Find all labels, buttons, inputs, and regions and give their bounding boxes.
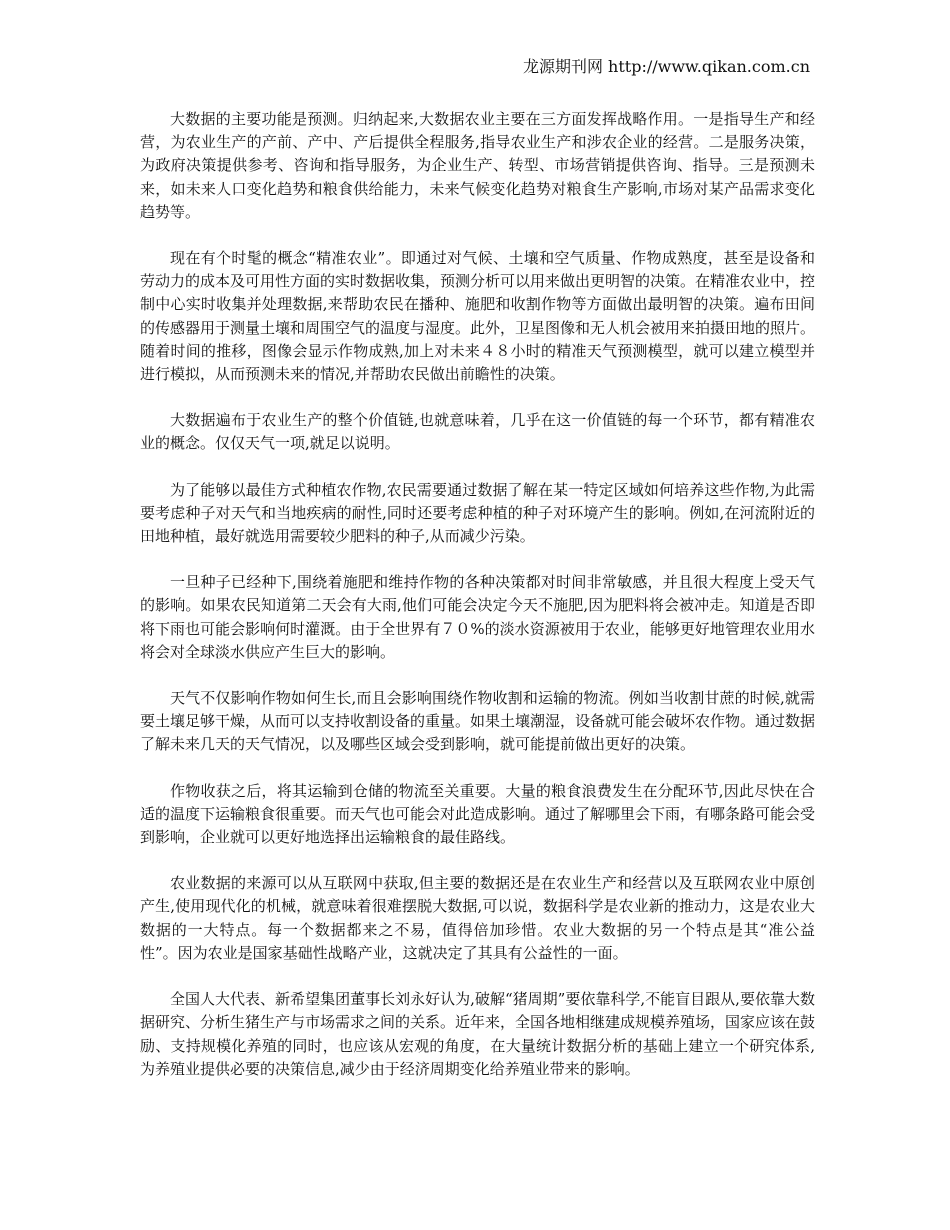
article-body: [140, 108, 815, 1104]
paragraph-pig-cycle: 全国人大代表、新希望集团董事长刘永好认为,破解“猪周期”要依靠科学,不能盲目跟从,要依靠大数据研究、分析生猪生产与市场需求之间的关系。近年来，全国各地相继建成规模养殖场，国家应该在鼓励、支持规模化养殖的同时，也应该从宏观的角度，在大量统计数据分析的基础上建立一个研究体系,为养殖业提供必要的决策信息,减少由于经济周期变化给养殖业带来的影响。: [140, 990, 816, 1078]
paragraph-prediction: 大数据的主要功能是预测。归纳起来,大数据农业主要在三方面发挥战略作用。一是指导生产和经营，为农业生产的产前、产中、产后提供全程服务,指导农业生产和涉农企业的经营。二是服务决策，为政府决策提供参考、咨询和指导服务，为企业生产、转型、市场营销提供咨询、指导。三是预测未来，如未来人口变化趋势和粮食供给能力，未来气候变化趋势对粮食生产影响,市场对某产品需求变化趋势等。: [140, 110, 815, 221]
paragraph-planting: 为了能够以最佳方式种植农作物,农民需要通过数据了解在某一特定区域如何培养这些作物,为此需要考虑种子对天气和当地疾病的耐性,同时还要考虑种植的种子对环境产生的影响。例如,在河流附近的田地种植，最好就选用需要较少肥料的种子,从而减少污染。: [140, 480, 815, 546]
paragraph-fertilizing: 一旦种子已经种下,围绕着施肥和维持作物的各种决策都对时间非常敏感，并且很大程度上受天气的影响。如果农民知道第二天会有大雨,他们可能会决定今天不施肥,因为肥料将会被冲走。知道是否即将下雨也可能会影响何时灌溉。由于全世界有７０%的淡水资源被用于农业，能够更好地管理农业用水将会对全球淡水供应产生巨大的影响。: [140, 573, 815, 661]
journal-site-header: 龙源期刊网 http://www.qikan.com.cn: [522, 57, 810, 76]
paragraph-transport: 作物收获之后，将其运输到仓储的物流至关重要。大量的粮食浪费发生在分配环节,因此尽快在合适的温度下运输粮食很重要。而天气也可能会对此造成影响。通过了解哪里会下雨，有哪条路可能会受到影响，企业就可以更好地选择出运输粮食的最佳路线。: [140, 781, 816, 847]
paragraph-value-chain: 大数据遍布于农业生产的整个价值链,也就意味着，几乎在这一价值链的每一个环节，都有精准农业的概念。仅仅天气一项,就足以说明。: [140, 411, 815, 453]
paragraph-data-sources: 农业数据的来源可以从互联网中获取,但主要的数据还是在农业生产和经营以及互联网农业中原创产生,使用现代化的机械，就意味着很难摆脱大数据,可以说，数据科学是农业新的推动力，这是农业大数据的一大特点。每一个数据都来之不易，值得倍加珍惜。农业大数据的另一个特点是其“准公益性”。因为农业是国家基础性战略产业，这就决定了其具有公益性的一面。: [140, 874, 815, 962]
paragraph-precision-agriculture: 现在有个时髦的概念“精准农业”。即通过对气候、土壤和空气质量、作物成熟度，甚至是设备和劳动力的成本及可用性方面的实时数据收集，预测分析可以用来做出更明智的决策。在精准农业中，控制中心实时收集并处理数据,来帮助农民在播种、施肥和收割作物等方面做出最明智的决策。遍布田间的传感器用于测量土壤和周围空气的温度与湿度。此外，卫星图像和无人机会被用来拍摄田地的照片。随着时间的推移，图像会显示作物成熟,加上对未来４８小时的精准天气预测模型，就可以建立模型并进行模拟，从而预测未来的情况,并帮助农民做出前瞻性的决策。: [140, 249, 816, 384]
paragraph-harvest-logistics: 天气不仅影响作物如何生长,而且会影响围绕作物收割和运输的物流。例如当收割甘蔗的时候,就需要土壤足够干燥，从而可以支持收割设备的重量。如果土壤潮湿，设备就可能会破坏农作物。通过数据了解未来几天的天气情况，以及哪些区域会受到影响，就可能提前做出更好的决策。: [140, 689, 816, 754]
